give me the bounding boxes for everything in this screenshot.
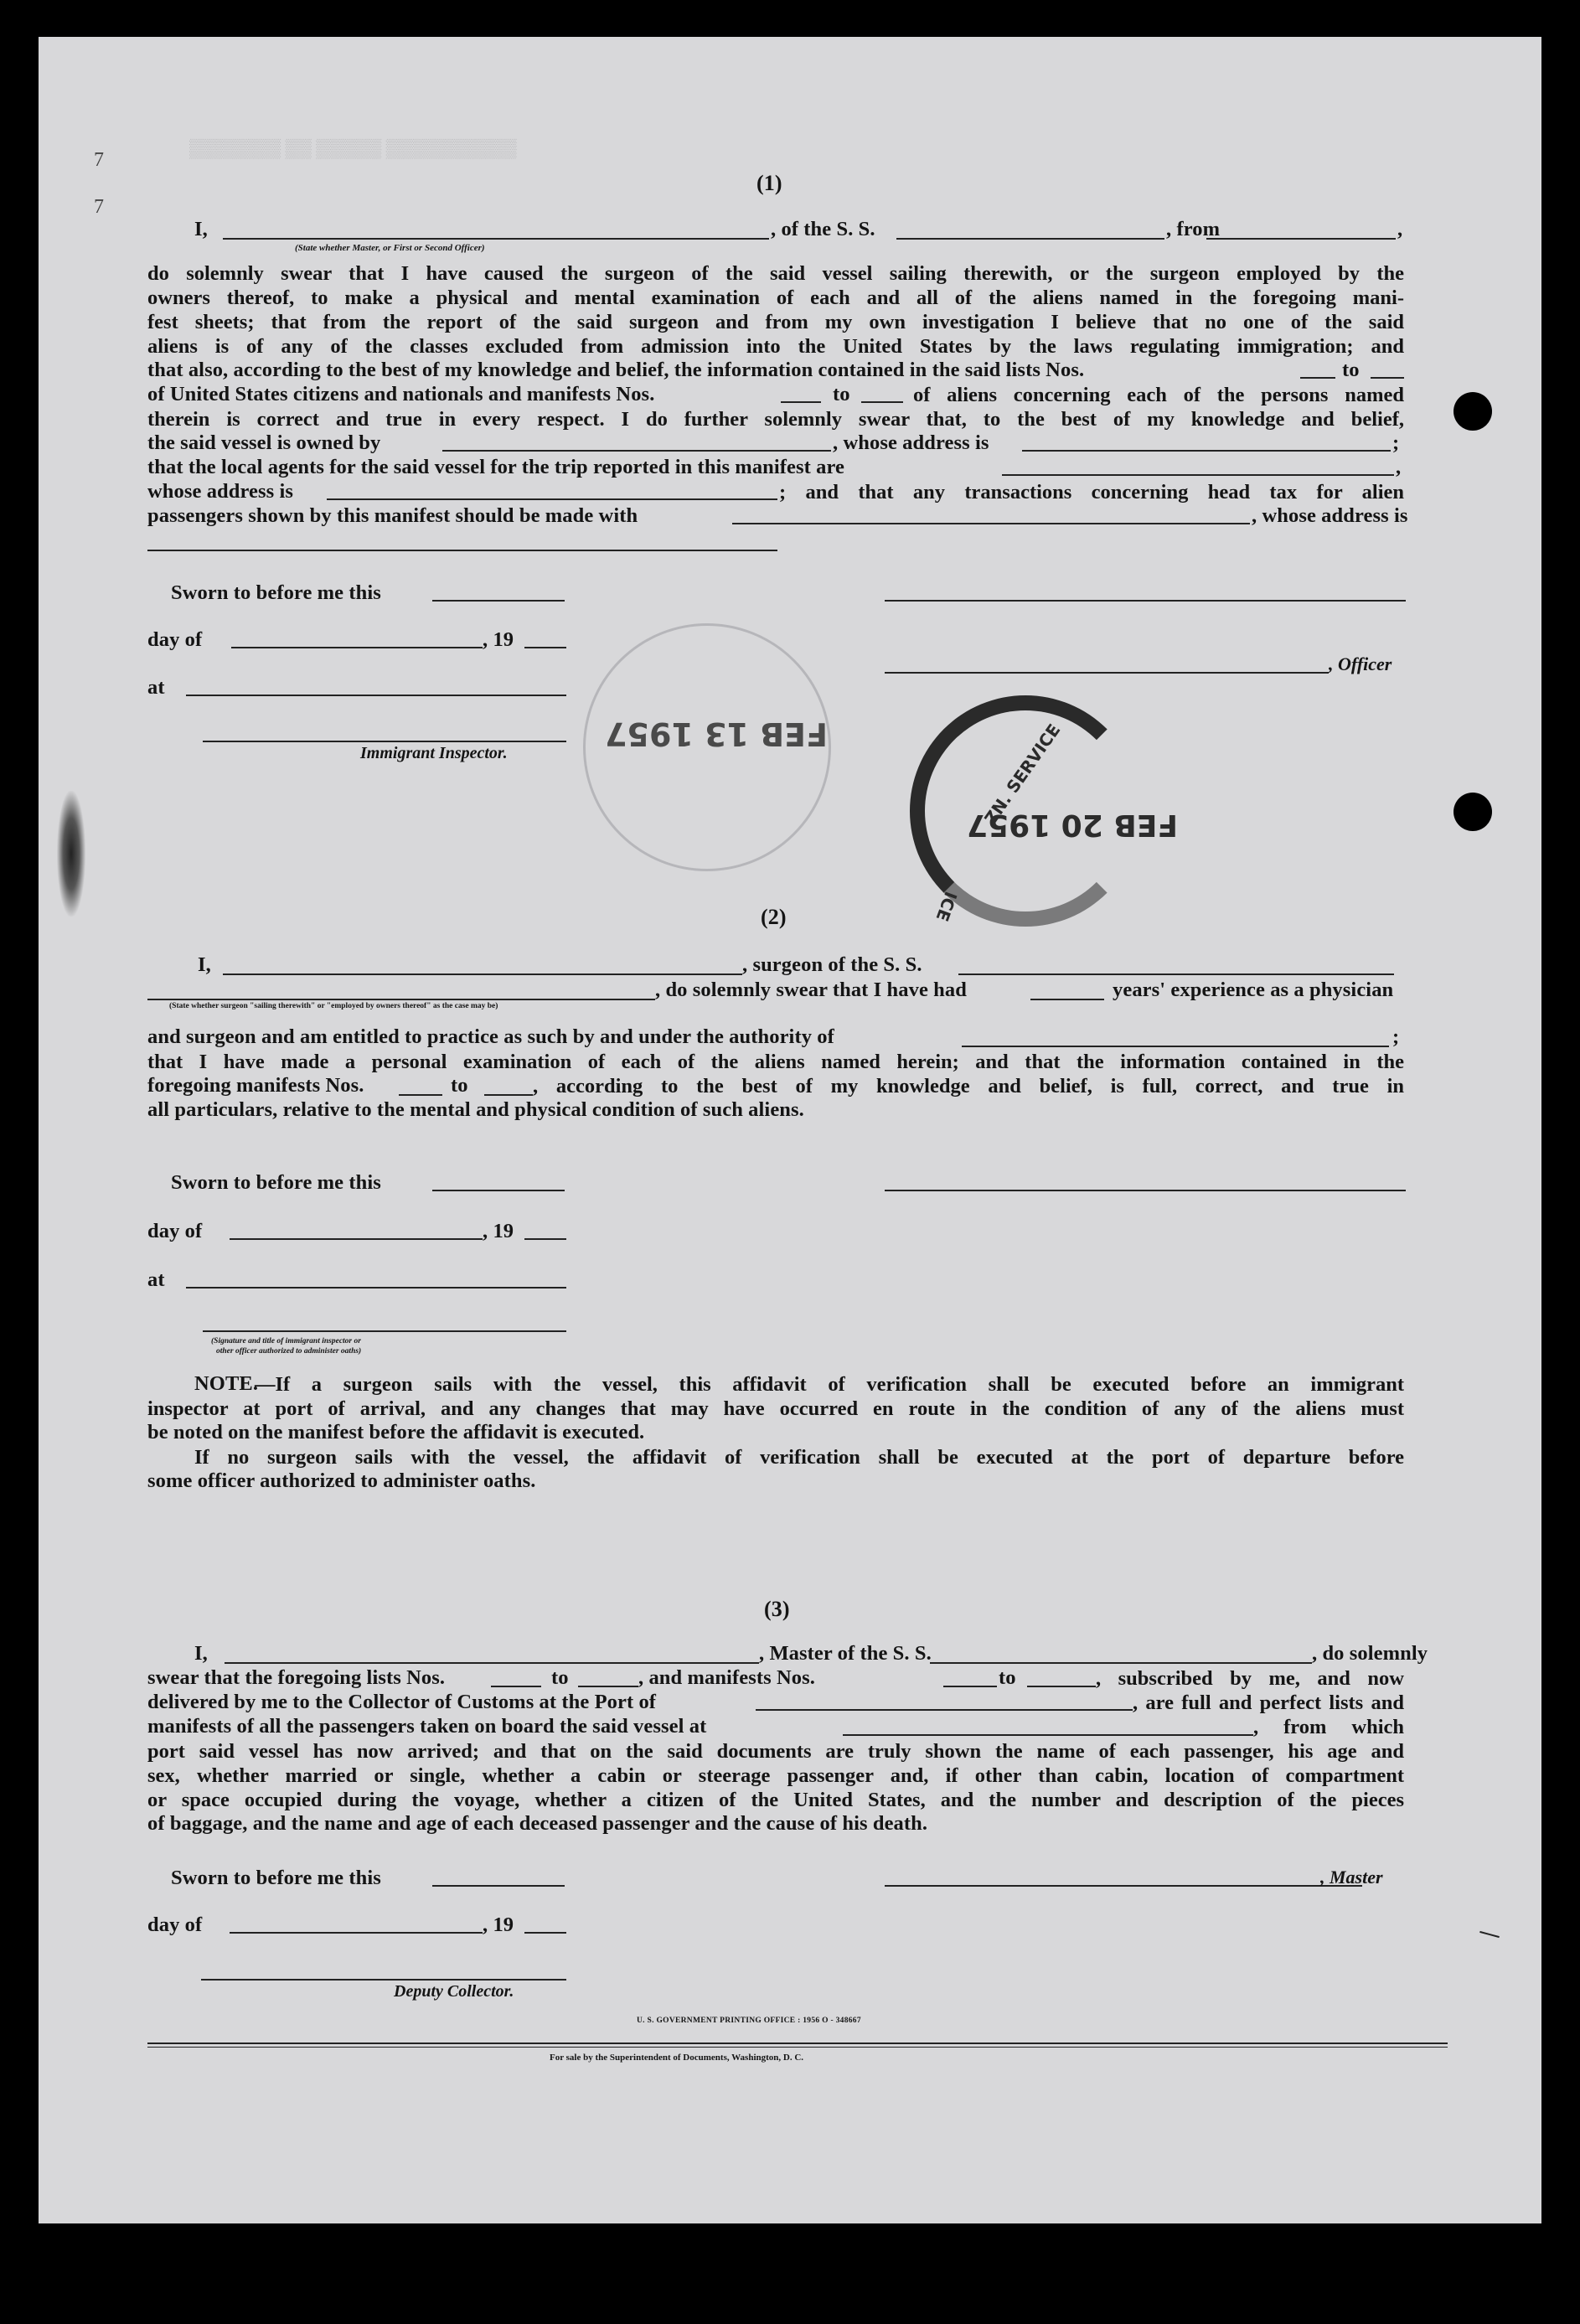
s1-headtax-address-field[interactable] (147, 550, 777, 551)
s1-agents-address-field[interactable] (327, 498, 777, 500)
stamp1-date: FEB 13 1957 (605, 715, 828, 752)
section2-number: (2) (761, 905, 787, 929)
s1-agents-address-label: whose address is (147, 480, 294, 503)
s1-headtax-field[interactable] (732, 523, 1250, 524)
s2-years-label: years' experience as a physician (1113, 979, 1394, 1001)
year-label: , 19 (483, 628, 514, 651)
s2-surgeon-signature-field[interactable] (885, 1190, 1406, 1191)
punch-hole (1453, 392, 1492, 431)
s1-inspector-signature-field[interactable] (203, 741, 566, 742)
s2-inspector-signature-field[interactable] (203, 1330, 566, 1332)
s3-manifests-to-field[interactable] (1027, 1686, 1096, 1687)
year-label: , 19 (483, 1913, 514, 1936)
s1-year-field[interactable] (524, 647, 566, 648)
s1-sworn-day-field[interactable] (432, 600, 565, 602)
s2-surgeon-field[interactable] (223, 973, 742, 975)
address-label: , whose address is (833, 431, 989, 454)
s3-collector-label: Deputy Collector. (394, 1982, 514, 2001)
to-label: to (551, 1666, 569, 1689)
comma: , (1397, 218, 1403, 240)
to-label: to (1342, 359, 1360, 381)
s3-year-field[interactable] (524, 1932, 566, 1934)
s1-manifests-to-field[interactable] (861, 401, 903, 403)
edge-mark (1479, 1931, 1500, 1938)
stamp2-ring-text: ZN. SERVICE (980, 720, 1065, 829)
s3-para-line: of baggage, and the name and age of each deceased passenger and the cause of his death. (147, 1812, 928, 1835)
s2-surgeon-label: , surgeon of the S. S. (742, 953, 922, 976)
year-label: , 19 (483, 1220, 514, 1242)
s2-sworn-label: Sworn to before me this (171, 1171, 381, 1194)
s3-lists-to-field[interactable] (578, 1686, 638, 1687)
s2-manifests-label: foregoing manifests Nos. (147, 1074, 364, 1097)
s3-manifests-from-field[interactable] (943, 1686, 997, 1687)
s3-boarded-at-field[interactable] (843, 1734, 1253, 1736)
s2-dayof-label: day of (147, 1220, 203, 1242)
s1-at-label: at (147, 676, 165, 699)
s1-month-field[interactable] (231, 647, 483, 648)
s3-master-signature-field[interactable] (885, 1885, 1362, 1887)
s1-officer-signature-field[interactable] (885, 600, 1406, 602)
s3-para-line: port said vessel has now arrived; and that on the said documents are truly shown the name of each passenger, his age and (147, 1740, 1404, 1763)
note-label: NOTE. (194, 1372, 259, 1395)
s3-solemnly-label: , do solemnly (1312, 1642, 1428, 1665)
s3-collector-signature-field[interactable] (201, 1979, 566, 1981)
punch-hole (1453, 793, 1492, 831)
s1-para-line: fest sheets; that from the report of the said surgeon and from my own investigation I believe that no one of the said (147, 311, 1404, 333)
s1-lists-to-field[interactable] (1371, 377, 1404, 379)
s2-authority-label: and surgeon and am entitled to practice as such by and under the authority of (147, 1025, 834, 1048)
s2-surgeon-hint: (State whether surgeon "sailing therewith" or "employed by owners thereof" as the case may be) (169, 1002, 498, 1010)
s3-sworn-label: Sworn to before me this (171, 1867, 381, 1889)
s1-owned-label: the said vessel is owned by (147, 431, 381, 454)
address-label: , whose address is (1252, 504, 1408, 527)
note-line: inspector at port of arrival, and any changes that may have occurred en route in the condition of any of the aliens must (147, 1397, 1404, 1420)
s1-lists-label: that also, according to the best of my knowledge and belief, the information contained in the said lists Nos. (147, 359, 1085, 381)
s1-of-ss-label: , of the S. S. (771, 218, 875, 240)
s3-month-field[interactable] (230, 1932, 483, 1934)
s2-manifests-to-field[interactable] (484, 1094, 533, 1096)
s2-i-label: I, (198, 953, 211, 976)
s1-dayof-label: day of (147, 628, 203, 651)
s1-headtax-label: passengers shown by this manifest should be made with (147, 504, 638, 527)
s1-officer-title-field[interactable] (885, 672, 1329, 674)
s2-at-label: at (147, 1268, 165, 1291)
s3-dayof-label: day of (147, 1913, 203, 1936)
margin-mark: 7 (94, 149, 104, 171)
s1-i-label: I, (194, 218, 208, 240)
s3-lists-label: swear that the foregoing lists Nos. (147, 1666, 446, 1689)
s3-port-field[interactable] (756, 1709, 1133, 1711)
s1-inspector-label: Immigrant Inspector. (360, 744, 508, 762)
s3-i-label: I, (194, 1642, 208, 1665)
s1-officer-hint: (State whether Master, or First or Second Officer) (295, 243, 485, 253)
s1-para-line: do solemnly swear that I have caused the surgeon of the said vessel sailing therewith, or the surgeon employed by the (147, 262, 1404, 285)
s1-manifests-label: of United States citizens and nationals and manifests Nos. (147, 383, 655, 405)
s1-para-line: aliens is of any of the classes excluded from admission into the United States by the laws regulating immigration; and (147, 335, 1404, 358)
semicolon: ; (1392, 431, 1400, 454)
footer-rule (147, 2047, 1448, 2048)
stamp2-date: FEB 20 1957 (967, 808, 1178, 842)
s2-month-field[interactable] (230, 1238, 483, 1240)
s1-place-field[interactable] (186, 695, 566, 696)
footer-rule (147, 2043, 1448, 2044)
s1-sworn-label: Sworn to before me this (171, 581, 381, 604)
comma: , (1396, 456, 1402, 478)
s1-from-label: , from (1166, 218, 1221, 240)
bleed-through-text: ▒▒▒▒▒▒▒ ▒▒ ▒▒▒▒▒ ▒▒▒▒▒▒▒▒▒▒ (189, 137, 517, 158)
to-label: to (451, 1074, 468, 1097)
note-line: —If a surgeon sails with the vessel, this affidavit of verification shall be executed before an immigrant (255, 1373, 1404, 1396)
s3-master-field[interactable] (225, 1662, 759, 1664)
semicolon: ; (1392, 1025, 1400, 1048)
s2-signature-hint: (Signature and title of immigrant inspector or (211, 1337, 361, 1345)
s3-para-line: , from which (1253, 1716, 1404, 1738)
s1-para-line: owners thereof, to make a physical and mental examination of each and all of the aliens named in the foregoing mani- (147, 287, 1404, 309)
s1-agents-label: that the local agents for the said vessel for the trip reported in this manifest are (147, 456, 845, 478)
s3-para-line: , are full and perfect lists and (1133, 1691, 1404, 1714)
s1-manifests-from-field[interactable] (781, 401, 821, 403)
s2-para-line: that I have made a personal examination of each of the aliens named herein; and that the information contained in the (147, 1051, 1404, 1073)
s2-para-line: , according to the best of my knowledge and belief, is full, correct, and true in (533, 1075, 1404, 1097)
s1-officer-label: , Officer (1329, 653, 1392, 674)
sale-imprint: For sale by the Superintendent of Documents, Washington, D. C. (550, 2053, 804, 2063)
s2-manifests-from-field[interactable] (399, 1094, 442, 1096)
s2-place-field[interactable] (186, 1287, 566, 1289)
to-label: to (999, 1666, 1016, 1689)
s3-sworn-day-field[interactable] (432, 1885, 565, 1887)
document-page (39, 37, 1541, 2223)
margin-mark: 7 (94, 196, 104, 218)
s1-lists-from-field[interactable] (1300, 377, 1335, 379)
s2-sworn-day-field[interactable] (432, 1190, 565, 1191)
s2-years-field[interactable] (1030, 999, 1104, 1000)
ink-smudge (57, 791, 85, 917)
s1-owner-address-field[interactable] (1022, 450, 1391, 452)
s1-agents-field[interactable] (1002, 474, 1394, 476)
s3-port-label: delivered by me to the Collector of Customs at the Port of (147, 1691, 657, 1713)
s3-master-label: , Master of the S. S. (759, 1642, 932, 1665)
s1-para-line: therein is correct and true in every respect. I do further solemnly swear that, to the best of my knowledge and belief, (147, 408, 1404, 431)
stamp2-ring-text: ICE (932, 889, 962, 924)
printing-office-imprint: U. S. GOVERNMENT PRINTING OFFICE : 1956 O - 348667 (637, 2017, 861, 2025)
s1-owner-field[interactable] (442, 450, 831, 452)
note-line: If no surgeon sails with the vessel, the affidavit of verification shall be executed at the port of departure before (194, 1446, 1404, 1469)
s3-vessel-field[interactable] (930, 1662, 1312, 1664)
s3-para-line: , subscribed by me, and now (1096, 1667, 1404, 1690)
s2-para-line: all particulars, relative to the mental and physical condition of such aliens. (147, 1098, 804, 1121)
s3-manifests-label: , and manifests Nos. (638, 1666, 815, 1689)
s1-para-line: ; and that any transactions concerning head tax for alien (779, 481, 1404, 504)
s3-lists-from-field[interactable] (491, 1686, 541, 1687)
note-line: some officer authorized to administer oaths. (147, 1469, 536, 1492)
s2-vessel-field[interactable] (958, 973, 1394, 975)
s1-para-line: of aliens concerning each of the persons named (913, 384, 1404, 406)
section1-number: (1) (756, 171, 782, 195)
s3-boarded-label: manifests of all the passengers taken on board the said vessel at (147, 1715, 707, 1738)
s2-swear-label: , do solemnly swear that I have had (655, 979, 967, 1001)
s1-vessel-field[interactable] (896, 238, 1164, 240)
section3-number: (3) (764, 1597, 790, 1621)
to-label: to (833, 383, 850, 405)
note-line: be noted on the manifest before the affidavit is executed. (147, 1421, 645, 1443)
s2-authority-field[interactable] (962, 1046, 1389, 1047)
s2-year-field[interactable] (524, 1238, 566, 1240)
s2-surgeon-type-field[interactable] (147, 999, 655, 1000)
s1-officer-field[interactable] (223, 238, 769, 240)
s2-signature-hint: other officer authorized to administer oaths) (216, 1347, 362, 1356)
s3-para-line: or space occupied during the voyage, whether a citizen of the United States, and the number and description of the pieces (147, 1789, 1404, 1811)
s3-para-line: sex, whether married or single, whether a cabin or steerage passenger and, if other than cabin, location of compartment (147, 1764, 1404, 1787)
s1-from-field[interactable] (1206, 238, 1396, 240)
s3-master-signature-label: , Master (1320, 1867, 1383, 1888)
